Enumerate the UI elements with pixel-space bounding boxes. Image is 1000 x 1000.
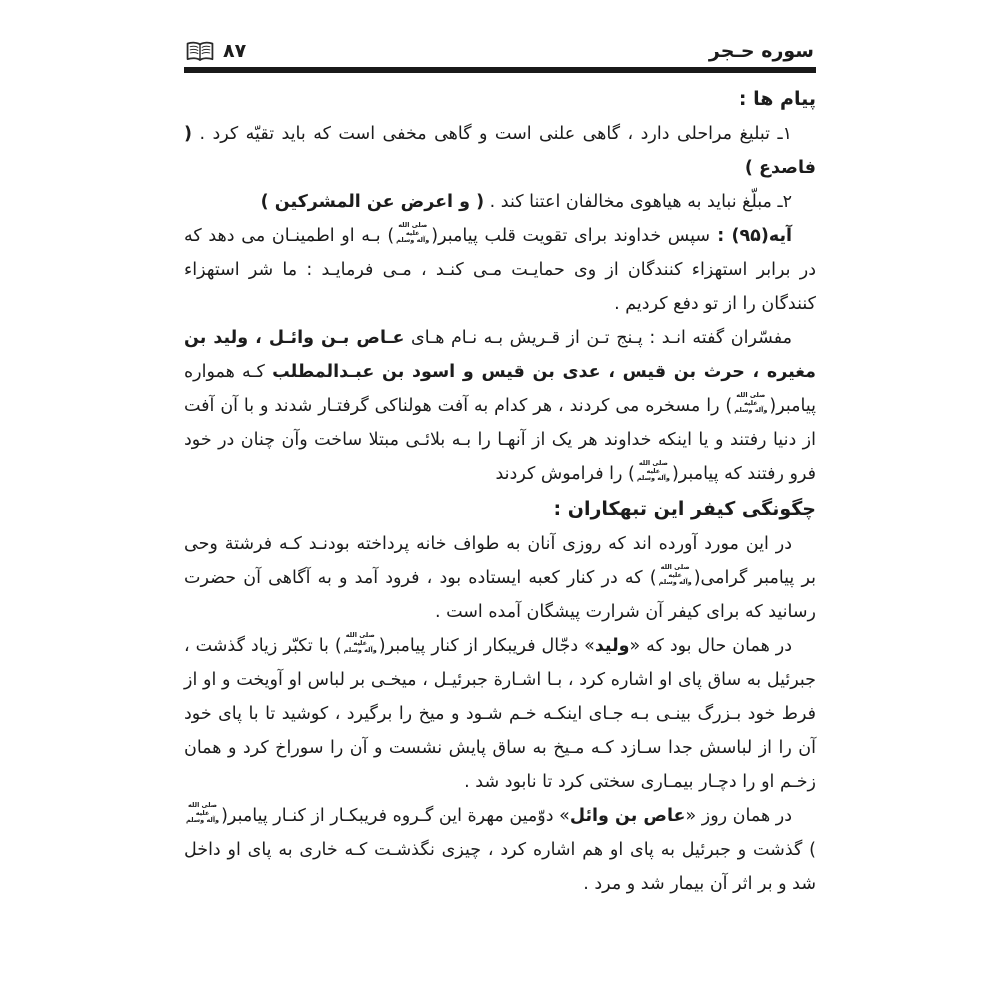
salawat-glyph: صلى الله عليه وآله وسلم (658, 563, 692, 586)
bold-text-segment: ( و اعرض عن المشرکین ) (260, 192, 485, 212)
paragraph (184, 219, 816, 321)
text-segment: در همان حال بود که « (629, 636, 792, 656)
section-heading: پیام ها : (738, 88, 816, 110)
text-segment: ) گذشت و جبرئیل به پای او هم اشاره کرد ، چیزی نگذشـت کـه خاری به پای او داخل شد و بر اثر آن بیمار شد و مرد . (184, 840, 816, 894)
bold-text-segment: عاص بن وائل (569, 806, 686, 826)
text-segment: کـه همواره پیامبر( (184, 362, 816, 416)
open-book-icon (186, 41, 214, 62)
paragraph (184, 321, 816, 491)
salawat-glyph: صلى الله عليه وآله وسلم (186, 801, 220, 824)
paragraph (184, 185, 816, 219)
text-segment: ) که در کنار کعبه ایستاده بود ، فرود آمد و به آگاهی آن حضرت رسانید که برای کیفر آن شرارت پیشگان آمده است . (184, 568, 816, 622)
text-segment: در همان روز « (685, 806, 793, 826)
paragraph (184, 527, 816, 629)
text-segment: سپس خداوند برای تقویت قلب پیامبر( (431, 226, 711, 246)
paragraph (184, 799, 816, 901)
salawat-glyph: صلى الله عليه وآله وسلم (396, 221, 430, 244)
bold-text-segment: ولید (594, 636, 630, 656)
paragraph (184, 117, 816, 185)
text-segment: ) با تکبّر زیاد گذشت ، جبرئیل به ساق پای او اشاره کرد ، بـا اشـارة جبرئیـل ، میخـی بر لباس او آویخت و او از فرط خود بـزرگ بینـی بـه جـای اینکـه خـم شـود و میخ را برگیرد ، کوشید تا با پای خود آن را از لباسش جدا سـازد کـه مـیخ به ساق پایش نشست و آن را سوراخ کرد و همان زخـم او را دچـار بیمـاری سختی کرد تا نابود شد . (184, 636, 816, 792)
content (184, 81, 816, 901)
surah-title: سوره حـجر (708, 40, 814, 62)
salawat-glyph: صلى الله عليه وآله وسلم (734, 391, 768, 414)
text-segment: ۲ـ مبلّغ نباید به هیاهوی مخالفان اعتنا کند . (484, 192, 792, 212)
paragraph (184, 629, 816, 799)
page-number-group (186, 40, 246, 62)
text-segment: » دجّال فریبکار از کنار پیامبر( (378, 636, 595, 656)
text-segment: ۱ـ تبلیغ مراحلی دارد ، گاهی علنی است و گاهی مخفی است که باید تقیّه کرد . (192, 124, 792, 144)
bold-text-segment: آیه(۹۵) : (710, 226, 793, 246)
text-segment: ) بـه او اطمینـان می دهد که در برابر استهزاء کنندگان از وی حمایـت مـی کنـد ، مـی فرمایـد : ما شر استهزاء کنندگان را از تو دفع کردیم . (184, 226, 816, 314)
bold-text-segment: ( فاصدع ) (184, 124, 816, 178)
text-segment: ) را مسخره می کردند ، هر کدام به آفت هولناکی گرفتـار شدند و با آن آفت از دنیا رفتند و یا اینکه خداوند هر یک از آنهـا را بـه بلائـی مبتلا ساخت وآن چنان در خود فرو رفتند که پیامبر( (184, 396, 816, 484)
salawat-glyph: صلى الله عليه وآله وسلم (636, 459, 670, 482)
text-column (184, 0, 816, 901)
section-heading: چگونگی کیفر این تبهکاران : (553, 498, 816, 520)
header-divider (184, 67, 816, 73)
text-segment: در این مورد آورده اند که روزی آنان به طواف خانه پرداخته بودنـد کـه فرشتة وحی بر پیامبر گرامی( (184, 534, 816, 588)
bold-text-segment: عـاص بـن وائـل ، ولید بن مغیره ، حرث بن قیس ، عدی بن قیس و اسود بن عبـدالمطلب (184, 328, 816, 382)
text-segment: ) را فراموش کردند (495, 464, 635, 484)
page-header (184, 40, 816, 67)
text-segment: » دوّمین مهرة این گـروه فریبکـار از کنـار پیامبر( (221, 806, 570, 826)
salawat-glyph: صلى الله عليه وآله وسلم (343, 631, 377, 654)
text-segment: مفسّران گفته انـد : پـنج تـن از قـریش بـه نـام هـای (404, 328, 793, 348)
page-number: ۸۷ (223, 40, 247, 62)
